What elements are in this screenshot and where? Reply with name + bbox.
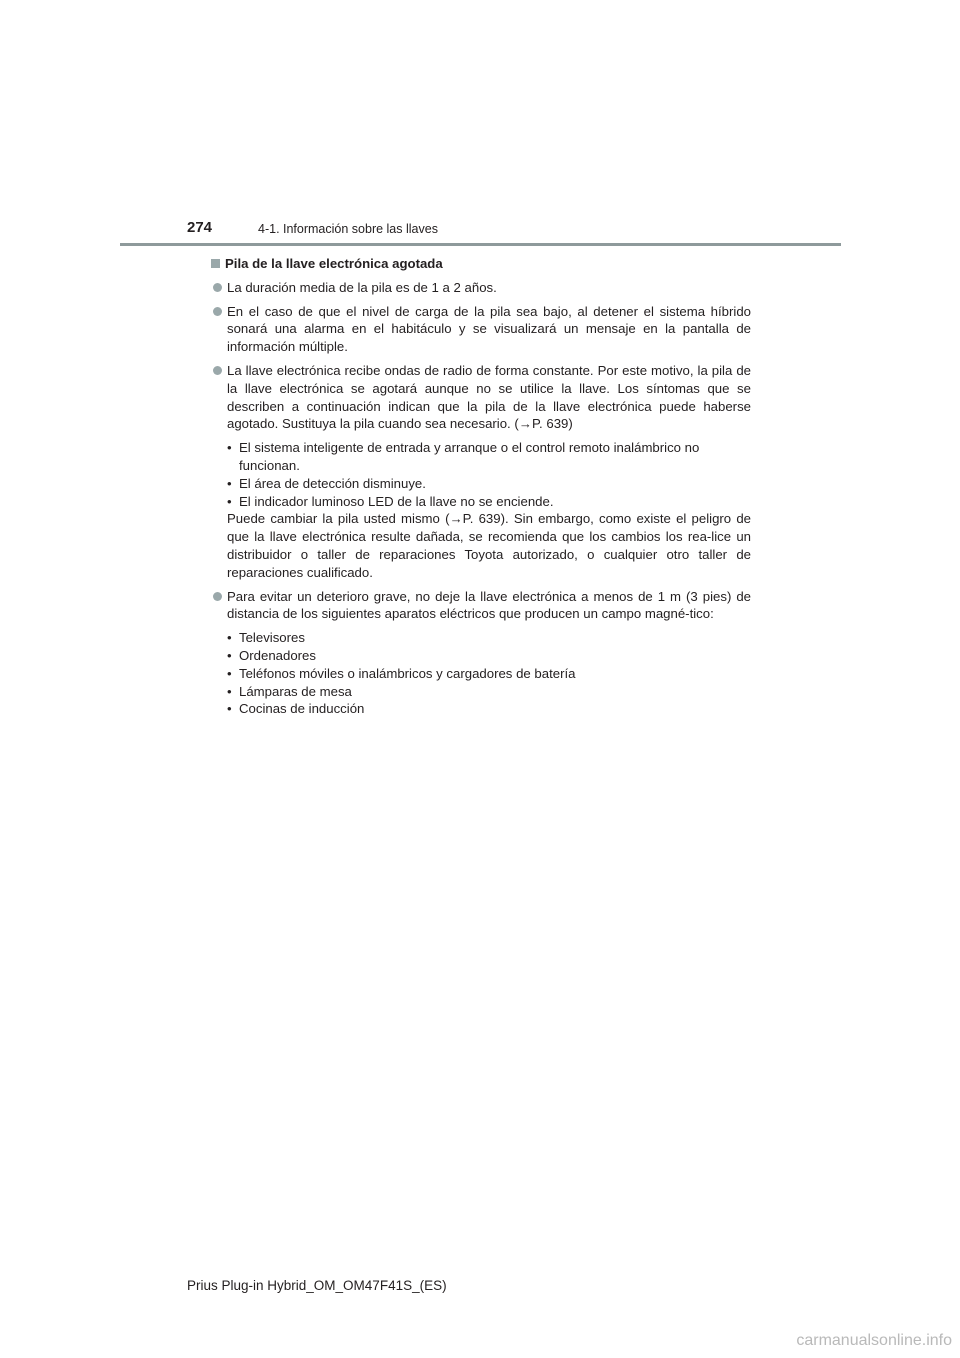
list-item-text: El área de detección disminuye. — [239, 475, 426, 491]
dot-bullet-icon: • — [227, 475, 232, 491]
bullet-item — [211, 588, 751, 624]
dot-bullet-icon: • — [227, 701, 232, 717]
list-item-text: Televisores — [239, 630, 305, 646]
list-item-text: Lámparas de mesa — [239, 683, 352, 699]
circle-bullet-icon — [213, 592, 222, 601]
symptoms-block — [211, 439, 751, 581]
list-item — [227, 439, 751, 475]
list-item — [227, 700, 751, 718]
list-item-text: Teléfonos móviles o inalámbricos y cargadores de batería — [239, 665, 576, 681]
dot-bullet-icon: • — [227, 683, 232, 699]
bullet-item — [211, 279, 751, 297]
section-title: Pila de la llave electrónica agotada — [225, 256, 443, 271]
dot-bullet-icon: • — [227, 665, 232, 681]
main-content — [211, 255, 751, 724]
circle-bullet-icon — [213, 366, 222, 375]
list-item — [227, 493, 751, 511]
list-item — [227, 629, 751, 647]
dot-bullet-icon: • — [227, 630, 232, 646]
list-item — [227, 683, 751, 701]
manual-footer: Prius Plug-in Hybrid_OM_OM47F41S_(ES) — [187, 1278, 447, 1293]
bullet-text: La duración media de la pila es de 1 a 2 años. — [227, 279, 497, 295]
list-item — [227, 647, 751, 665]
bullet-text: Para evitar un deterioro grave, no deje la llave electrónica a menos de 1 m (3 pies) de distancia de los siguientes aparatos eléctricos que producen un campo magné-tico: — [227, 588, 751, 622]
circle-bullet-icon — [213, 283, 222, 292]
list-item — [227, 475, 751, 493]
bullet-item — [211, 362, 751, 433]
page-number: 274 — [187, 219, 213, 236]
bullet-text: En el caso de que el nivel de carga de la pila sea bajo, al detener el sistema híbrido sonará una alarma en el habitáculo y se visualizará un mensaje en la pantalla de información múltiple. — [227, 303, 751, 355]
bullet-text: La llave electrónica recibe ondas de radio de forma constante. Por este motivo, la pila de la llave electrónica se agotará aunque no se utilice la llave. Los síntomas que se describen a continuación indican que la pila de la llave electrónica puede haberse agotado. Sustituya la pila cuando sea necesario. (→P. 639) — [227, 362, 751, 432]
replacement-note: Puede cambiar la pila usted mismo (→P. 639). Sin embargo, como existe el peligro de que la llave electrónica resulte dañada, se recomienda que los cambios los rea-lice un distribuidor o taller de reparaciones Toyota autorizado, o cualquier otro taller de reparaciones cualificado. — [227, 511, 751, 580]
square-bullet-icon — [211, 259, 220, 268]
devices-block — [211, 629, 751, 718]
list-item-text: El sistema inteligente de entrada y arranque o el control remoto inalámbrico no funcionan. — [239, 440, 700, 473]
list-item-text: El indicador luminoso LED de la llave no se enciende. — [239, 493, 554, 509]
section-header: 4-1. Información sobre las llaves — [258, 222, 438, 236]
header-divider — [120, 243, 841, 246]
dot-bullet-icon: • — [227, 647, 232, 663]
bullet-item — [211, 303, 751, 356]
circle-bullet-icon — [213, 307, 222, 316]
watermark: carmanualsonline.info — [796, 1332, 952, 1349]
list-item — [227, 665, 751, 683]
list-item-text: Ordenadores — [239, 647, 316, 663]
dot-bullet-icon: • — [227, 440, 232, 456]
list-item-text: Cocinas de inducción — [239, 701, 365, 717]
dot-bullet-icon: • — [227, 493, 232, 509]
section-heading — [211, 255, 751, 273]
